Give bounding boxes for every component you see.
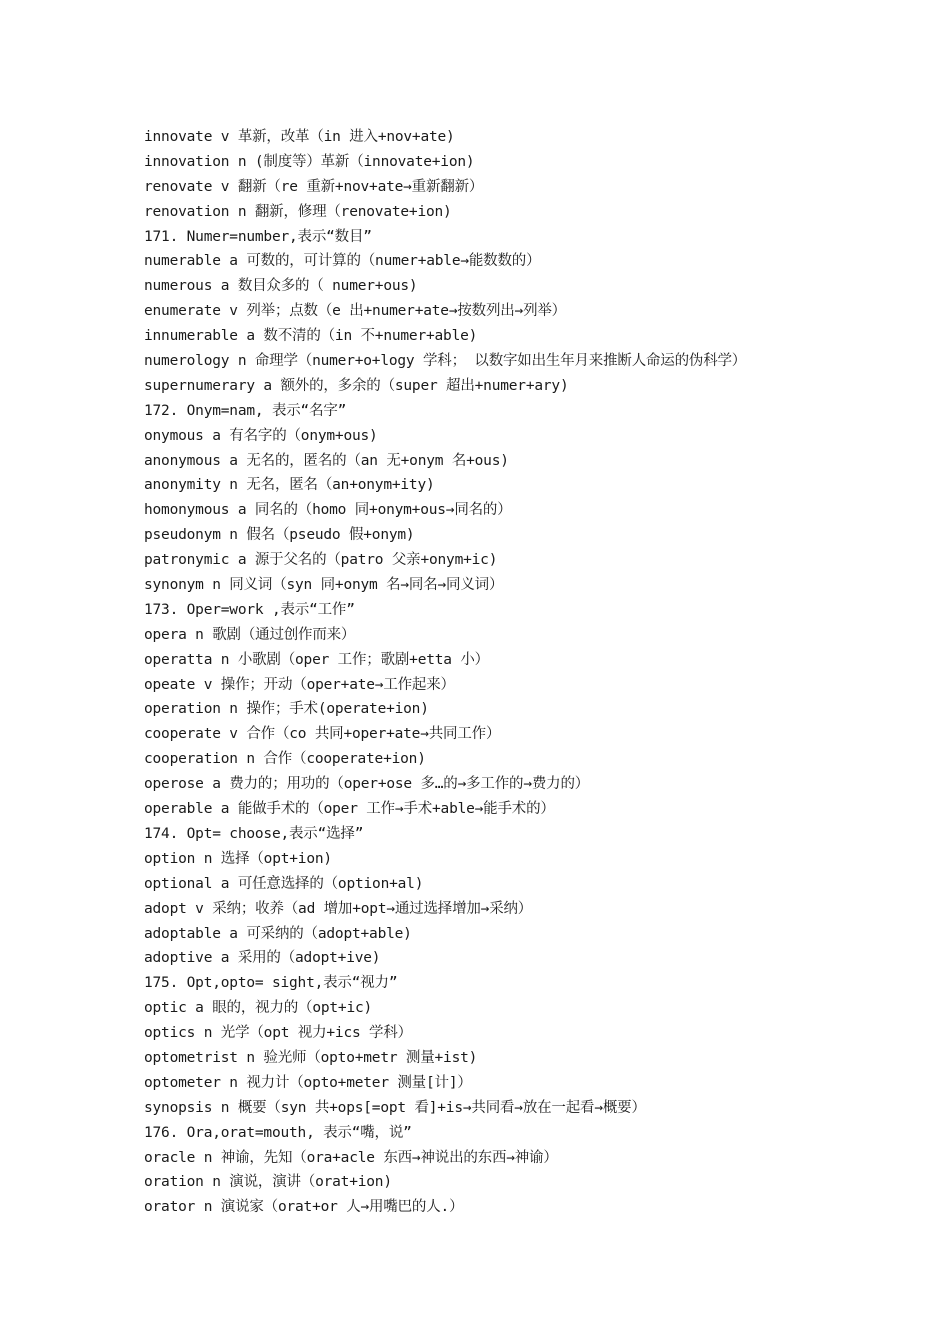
text-line: opera n 歌剧（通过创作而来） bbox=[144, 626, 356, 643]
text-line: adopt v 采纳；收养（ad 增加+opt→通过选择增加→采纳） bbox=[144, 900, 533, 917]
text-line: numerology n 命理学（numer+o+logy 学科； 以数字如出生年月来推断人命运的伪科学） bbox=[144, 353, 747, 370]
section-heading: 175. Opt,opto= sight,表示“视力” bbox=[144, 975, 398, 992]
text-line: optional a 可任意选择的（option+al) bbox=[144, 875, 424, 892]
text-line: operation n 操作；手术(operate+ion) bbox=[144, 701, 429, 718]
section-heading: 172. Onym=nam, 表示“名字” bbox=[144, 402, 347, 419]
text-line: optic a 眼的，视力的（opt+ic) bbox=[144, 1000, 373, 1017]
text-line: numerous a 数目众多的（ numer+ous) bbox=[144, 278, 418, 295]
text-line: anonymity n 无名，匿名（an+onym+ity) bbox=[144, 477, 435, 494]
text-line: numerable a 可数的，可计算的（numer+able→能数数的） bbox=[144, 253, 541, 270]
text-line: cooperation n 合作（cooperate+ion) bbox=[144, 751, 426, 768]
text-line: adoptive a 采用的（adopt+ive) bbox=[144, 950, 381, 967]
text-line: renovation n 翻新，修理（renovate+ion) bbox=[144, 203, 452, 220]
text-line: orator n 演说家（orat+or 人→用嘴巴的人.） bbox=[144, 1199, 464, 1216]
text-line: option n 选择（opt+ion) bbox=[144, 850, 332, 867]
section-heading: 171. Numer=number,表示“数目” bbox=[144, 228, 372, 245]
text-line: innovation n (制度等）革新（innovate+ion) bbox=[144, 153, 475, 170]
text-line: operable a 能做手术的（oper 工作→手术+able→能手术的） bbox=[144, 801, 555, 818]
text-line: onymous a 有名字的（onym+ous) bbox=[144, 427, 378, 444]
text-line: renovate v 翻新（re 重新+nov+ate→重新翻新） bbox=[144, 178, 484, 195]
section-heading: 174. Opt= choose,表示“选择” bbox=[144, 825, 364, 842]
text-line: patronymic a 源于父名的（patro 父亲+onym+ic) bbox=[144, 552, 498, 569]
text-line: enumerate v 列举；点数（e 出+numer+ate→按数列出→列举） bbox=[144, 303, 566, 320]
text-line: anonymous a 无名的，匿名的（an 无+onym 名+ous) bbox=[144, 452, 509, 469]
text-line: operatta n 小歌剧（oper 工作；歌剧+etta 小） bbox=[144, 651, 489, 668]
text-line: adoptable a 可采纳的（adopt+able) bbox=[144, 925, 412, 942]
text-line: opeate v 操作；开动（oper+ate→工作起来） bbox=[144, 676, 455, 693]
document-body bbox=[144, 125, 924, 1220]
text-line: operose a 费力的；用功的（oper+ose 多…的→多工作的→费力的） bbox=[144, 776, 590, 793]
text-line: innumerable a 数不清的（in 不+numer+able) bbox=[144, 328, 478, 345]
text-line: homonymous a 同名的（homo 同+onym+ous→同名的） bbox=[144, 502, 512, 519]
text-line: synonym n 同义词（syn 同+onym 名→同名→同义词） bbox=[144, 577, 504, 594]
text-line: innovate v 革新，改革（in 进入+nov+ate) bbox=[144, 129, 455, 145]
section-heading: 173. Oper=work ,表示“工作” bbox=[144, 601, 355, 618]
text-line: oration n 演说，演讲（orat+ion) bbox=[144, 1174, 392, 1191]
text-line: optometer n 视力计（opto+meter 测量[计]） bbox=[144, 1074, 472, 1091]
section-heading: 176. Ora,orat=mouth, 表示“嘴，说” bbox=[144, 1124, 412, 1141]
text-line: synopsis n 概要（syn 共+ops[=opt 看]+is→共同看→放在一起看→概要） bbox=[144, 1099, 646, 1116]
text-line: supernumerary a 额外的，多余的（super 超出+numer+ary) bbox=[144, 377, 569, 394]
text-line: optometrist n 验光师（opto+metr 测量+ist) bbox=[144, 1049, 478, 1066]
text-line: oracle n 神谕，先知（ora+acle 东西→神说出的东西→神谕） bbox=[144, 1149, 558, 1166]
text-line: optics n 光学（opt 视力+ics 学科） bbox=[144, 1025, 412, 1042]
text-line: pseudonym n 假名（pseudo 假+onym) bbox=[144, 527, 415, 544]
text-line: cooperate v 合作（co 共同+oper+ate→共同工作） bbox=[144, 726, 501, 743]
